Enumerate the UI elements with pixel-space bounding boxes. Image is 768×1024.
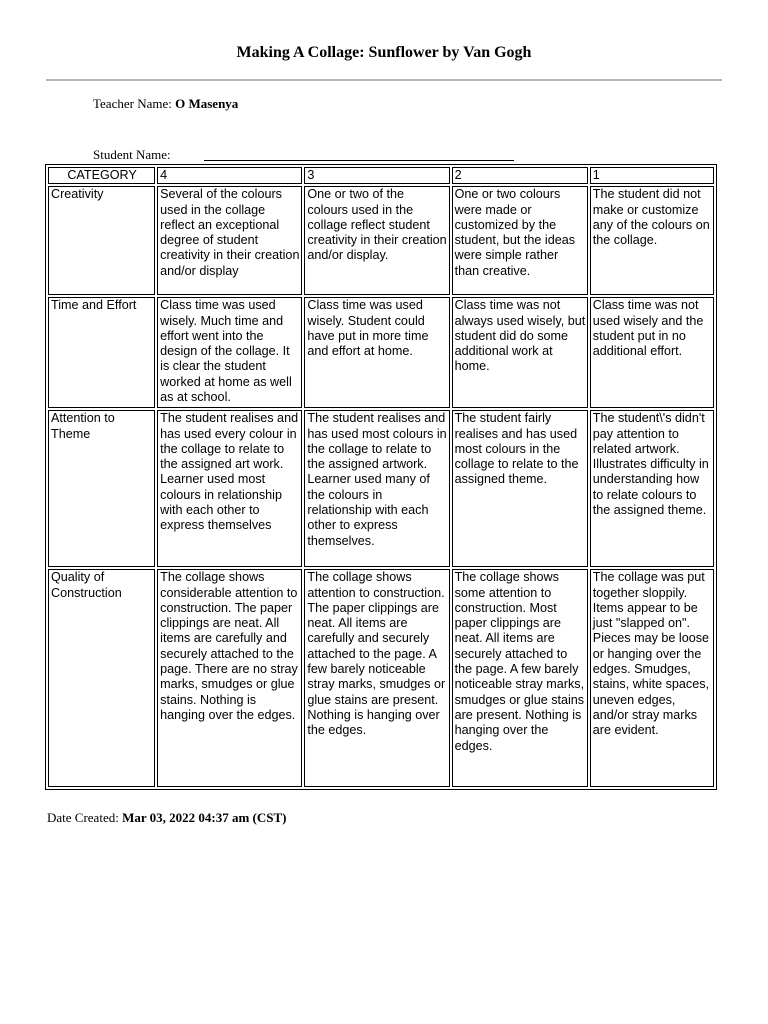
table-cell: The collage shows considerable attention to construction. The paper clippings are neat. All items are carefully and securely attached to the page. There are no stray marks, smudges or glue stains. Nothing is hanging over the edges.: [157, 569, 302, 787]
table-cell: One or two of the colours used in the collage reflect student creativity in their creation and/or display.: [304, 186, 449, 295]
header-row: [48, 167, 714, 184]
table-cell: The collage shows attention to construction. The paper clippings are neat. All items are carefully and securely attached to the page. A few barely noticeable stray marks, smudges or glue stains are present. Nothing is hanging over the edges.: [304, 569, 449, 787]
table-row-quality-of-construction: [48, 569, 714, 787]
document-title: Making A Collage: Sunflower by Van Gogh: [236, 44, 532, 61]
student-name-label: Student Name:: [93, 147, 171, 162]
teacher-name-value: O Masenya: [175, 96, 239, 111]
student-name-blank: [204, 160, 514, 161]
table-cell: One or two colours were made or customized by the student, but the ideas were simple rather than creative.: [452, 186, 588, 295]
table-cell: Class time was used wisely. Student could have put in more time and effort at home.: [304, 297, 449, 408]
category-cell: Quality of Construction: [48, 569, 155, 787]
table-cell: The student realises and has used every colour in the collage to relate to the assigned art work. Learner used most colours in relationship with each other to express themselves: [157, 410, 302, 567]
header-cell-category: CATEGORY: [48, 167, 155, 184]
category-cell: Attention to Theme: [48, 410, 155, 567]
date-created-line: [47, 810, 287, 826]
rubric-table: [45, 164, 717, 790]
table-row-creativity: [48, 186, 714, 295]
header-cell-4: 4: [157, 167, 302, 184]
table-cell: The collage shows some attention to construction. Most paper clippings are neat. All items are securely attached to the page. A few barely noticeable stray marks, smudges or glue stains are present. Nothing is hanging over the edges.: [452, 569, 588, 787]
table-row-time-and-effort: [48, 297, 714, 408]
teacher-name-line: [93, 96, 238, 112]
table-cell: Class time was not always used wisely, but student did do some additional work at home.: [452, 297, 588, 408]
table-cell: The collage was put together sloppily. Items appear to be just "slapped on". Pieces may be loose or hanging over the edges. Smudges, stains, white spaces, uneven edges, and/or stray marks are evident.: [590, 569, 714, 787]
header-cell-2: 2: [452, 167, 588, 184]
date-created-label: Date Created:: [47, 810, 119, 825]
title-divider: [46, 79, 722, 81]
teacher-name-label: Teacher Name:: [93, 96, 172, 111]
table-row-attention-to-theme: [48, 410, 714, 567]
table-cell: Class time was used wisely. Much time and effort went into the design of the collage. It is clear the student worked at home as well as at school.: [157, 297, 302, 408]
category-cell: Time and Effort: [48, 297, 155, 408]
table-cell: The student realises and has used most colours in the collage to relate to the assigned artwork. Learner used many of the colours in relationship with each other to express themselves.: [304, 410, 449, 567]
table-cell: The student fairly realises and has used most colours in the collage to relate to the assigned theme.: [452, 410, 588, 567]
table-cell: The student did not make or customize any of the colours on the collage.: [590, 186, 714, 295]
header-cell-1: 1: [590, 167, 714, 184]
table-cell: The student\'s didn't pay attention to related artwork. Illustrates difficulty in understanding how to relate colours to the assigned theme.: [590, 410, 714, 567]
date-created-value: Mar 03, 2022 04:37 am (CST): [122, 810, 287, 825]
table-cell: Class time was not used wisely and the student put in no additional effort.: [590, 297, 714, 408]
student-name-line: [93, 147, 171, 163]
table-cell: Several of the colours used in the collage reflect an exceptional degree of student creativity in their creation and/or display: [157, 186, 302, 295]
category-cell: Creativity: [48, 186, 155, 295]
header-cell-3: 3: [304, 167, 449, 184]
